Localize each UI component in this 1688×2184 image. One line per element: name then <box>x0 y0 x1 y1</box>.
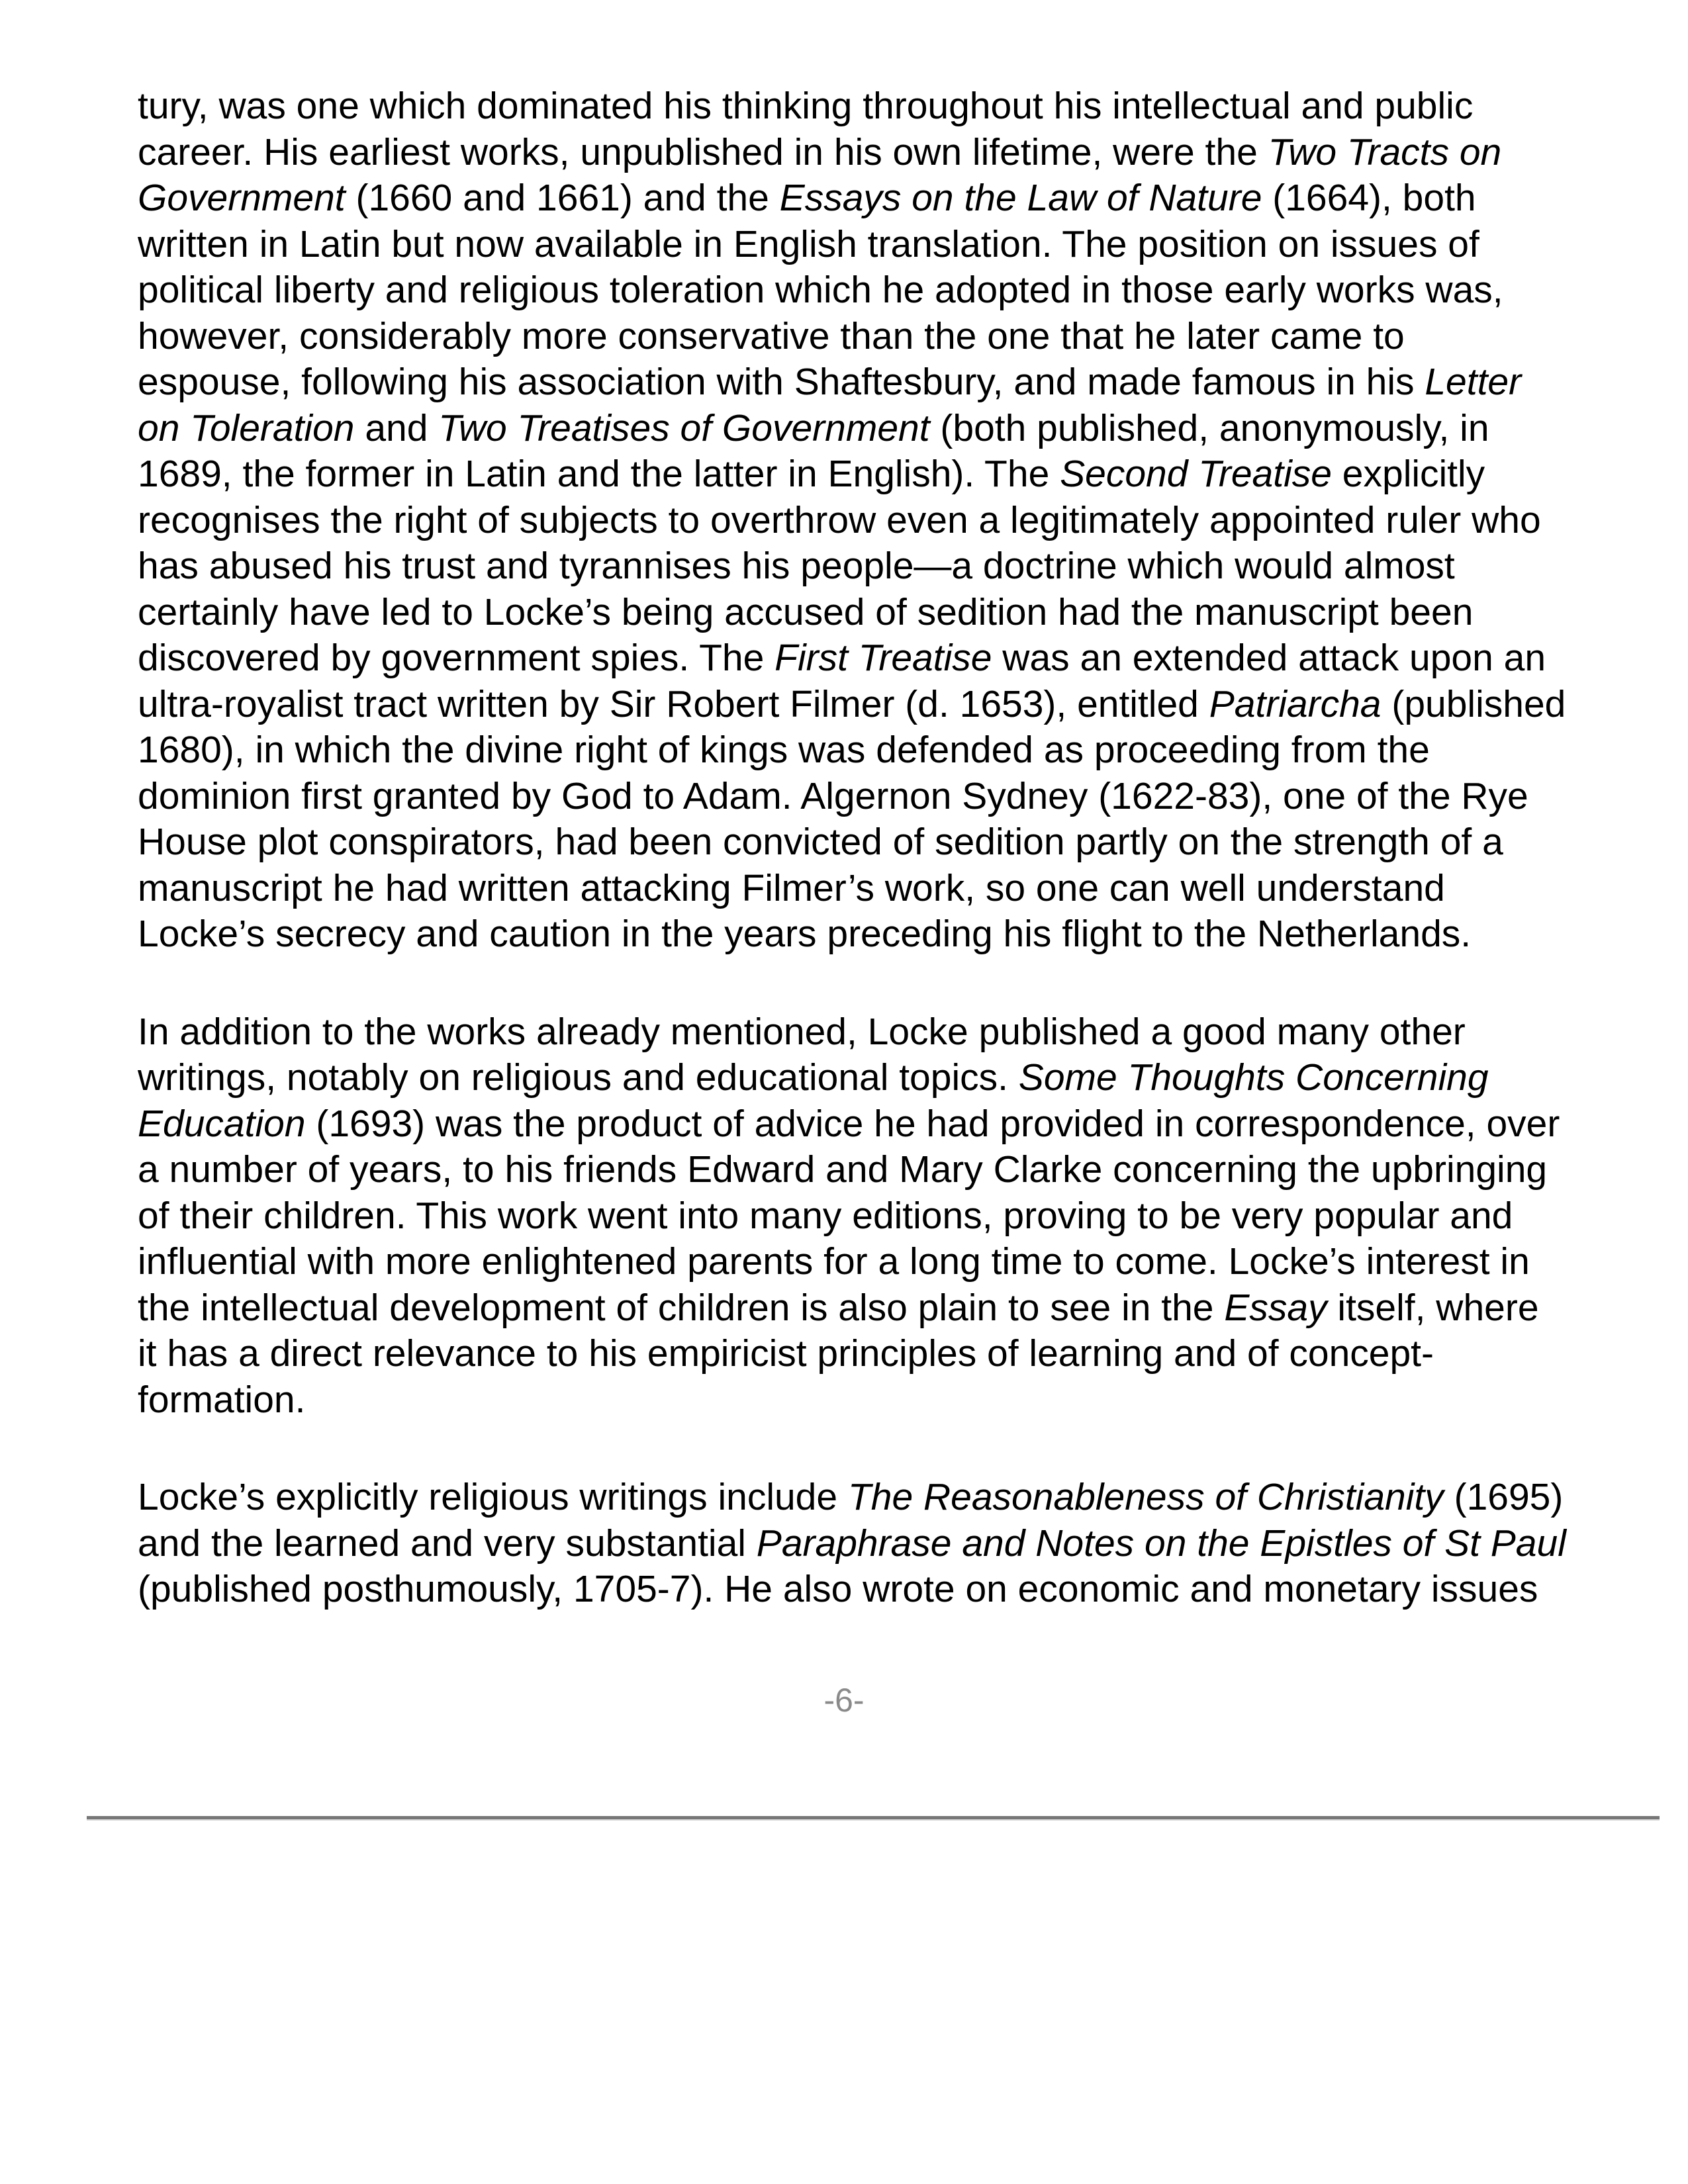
italic-title: Essays on the Law of Nature <box>779 177 1262 219</box>
italic-title: Government <box>138 177 346 219</box>
text-run: (1660 and 1661) and the <box>345 177 780 219</box>
text-run: ultra-royalist tract written by Sir Robert Filmer (d. 1653), entitled <box>138 682 1209 725</box>
text-line <box>138 819 1634 866</box>
text-run: influential with more enlightened parents for a long time to come. Locke’s interest in <box>138 1240 1530 1283</box>
text-line <box>138 727 1634 774</box>
paragraph <box>138 83 1634 958</box>
text-run: and <box>354 406 439 449</box>
text-line <box>138 774 1634 820</box>
page-number: -6- <box>823 1682 865 1719</box>
text-line <box>138 1285 1634 1332</box>
text-run: House plot conspirators, had been convicted of sedition partly on the strength of a <box>138 821 1503 863</box>
italic-title: The Reasonableness of Christianity <box>847 1476 1444 1518</box>
text-line <box>138 406 1634 452</box>
text-run: Locke’s explicitly religious writings include <box>138 1476 848 1518</box>
text-run: has abused his trust and tyrannises his people—a doctrine which would almost <box>138 545 1455 587</box>
text-line <box>138 498 1634 544</box>
italic-title: Education <box>138 1102 306 1145</box>
text-line <box>138 1009 1634 1056</box>
text-run: the intellectual development of children is also plain to see in the <box>138 1286 1225 1329</box>
text-run: (1695) <box>1443 1476 1564 1518</box>
document-body <box>138 83 1634 1664</box>
text-line <box>138 682 1634 728</box>
text-run: 1689, the former in Latin and the latter in English). The <box>138 453 1060 495</box>
page-divider <box>87 1816 1660 1821</box>
text-run: was an extended attack upon an <box>992 637 1546 679</box>
text-line <box>138 314 1634 360</box>
text-run: formation. <box>138 1378 306 1421</box>
text-line <box>138 1377 1634 1424</box>
text-line <box>138 543 1634 590</box>
text-line <box>138 359 1634 406</box>
italic-title: Letter <box>1425 361 1522 403</box>
text-run: dominion first granted by God to Adam. Algernon Sydney (1622-83), one of the Rye <box>138 774 1528 817</box>
italic-title: Paraphrase and Notes on the Epistles of St Paul <box>756 1522 1566 1565</box>
text-run: written in Latin but now available in English translation. The position on issues of <box>138 222 1479 265</box>
text-run: itself, where <box>1327 1286 1539 1329</box>
italic-title: Essay <box>1224 1286 1327 1329</box>
text-run: manuscript he had written attacking Filmer’s work, so one can well understand <box>138 866 1445 909</box>
text-line <box>138 1147 1634 1193</box>
italic-title: on Toleration <box>138 406 355 449</box>
italic-title: Patriarcha <box>1209 682 1382 725</box>
text-run: a number of years, to his friends Edward and Mary Clarke concerning the upbringing <box>138 1148 1548 1191</box>
italic-title: Second Treatise <box>1060 453 1332 495</box>
text-run: explicitly <box>1331 453 1485 495</box>
text-run: it has a direct relevance to his empiricist principles of learning and of concept- <box>138 1332 1434 1375</box>
text-run: recognises the right of subjects to overthrow even a legitimately appointed ruler who <box>138 498 1541 541</box>
text-run: 1680), in which the divine right of kings was defended as proceeding from the <box>138 729 1430 771</box>
text-run: however, considerably more conservative than the one that he later came to <box>138 314 1405 357</box>
text-run: career. His earliest works, unpublished in his own lifetime, were the <box>138 130 1268 173</box>
text-run: tury, was one which dominated his thinking throughout his intellectual and public <box>138 85 1474 127</box>
text-line <box>138 1475 1634 1521</box>
text-line <box>138 590 1634 636</box>
text-run: espouse, following his association with Shaftesbury, and made famous in his <box>138 361 1425 403</box>
paragraph <box>138 1475 1634 1613</box>
text-line <box>138 130 1634 176</box>
text-run: certainly have led to Locke’s being accused of sedition had the manuscript been <box>138 590 1474 633</box>
text-line <box>138 175 1634 222</box>
text-line <box>138 635 1634 682</box>
text-run: writings, notably on religious and educational topics. <box>138 1056 1019 1099</box>
text-line <box>138 222 1634 268</box>
italic-title: Some Thoughts Concerning <box>1018 1056 1489 1099</box>
text-line <box>138 1239 1634 1285</box>
italic-title: Two Treatises of Government <box>438 406 930 449</box>
text-line <box>138 1193 1634 1240</box>
text-line <box>138 1331 1634 1377</box>
text-run: (published <box>1381 682 1566 725</box>
text-run: (1664), both <box>1262 177 1476 219</box>
paragraph <box>138 1009 1634 1424</box>
text-line <box>138 1101 1634 1148</box>
text-run: political liberty and religious toleration which he adopted in those early works was, <box>138 269 1503 311</box>
text-line <box>138 911 1634 958</box>
text-line <box>138 451 1634 498</box>
text-run: (both published, anonymously, in <box>929 406 1489 449</box>
text-run: discovered by government spies. The <box>138 637 775 679</box>
text-line <box>138 866 1634 912</box>
text-line <box>138 1567 1634 1613</box>
text-run: (1693) was the product of advice he had provided in correspondence, over <box>305 1102 1560 1145</box>
italic-title: First Treatise <box>774 637 992 679</box>
italic-title: Two Tracts on <box>1268 130 1502 173</box>
text-run: Locke’s secrecy and caution in the years preceding his flight to the Netherlands. <box>138 913 1472 955</box>
text-line <box>138 1055 1634 1101</box>
text-line <box>138 267 1634 314</box>
text-run: In addition to the works already mentioned, Locke published a good many other <box>138 1010 1466 1053</box>
text-run: (published posthumously, 1705-7). He also wrote on economic and monetary issues <box>138 1568 1538 1610</box>
text-line <box>138 1521 1634 1567</box>
text-line <box>138 83 1634 130</box>
text-run: of their children. This work went into many editions, proving to be very popular and <box>138 1194 1513 1237</box>
text-run: and the learned and very substantial <box>138 1522 757 1565</box>
